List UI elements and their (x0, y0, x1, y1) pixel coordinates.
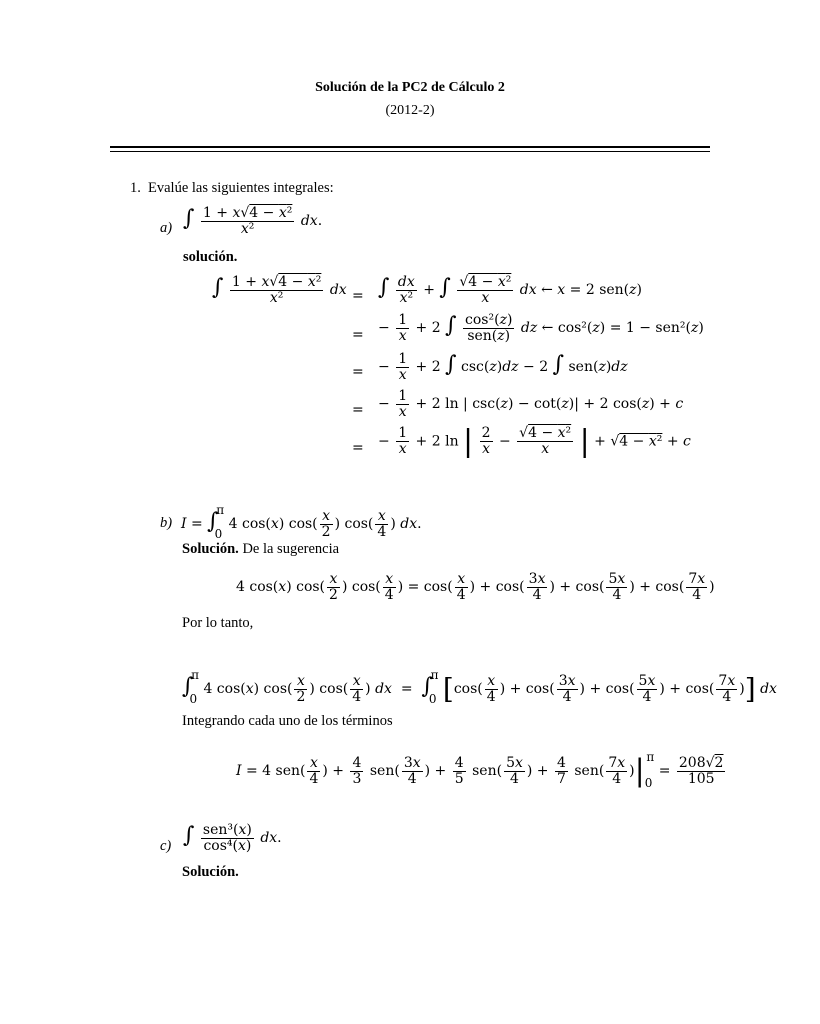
equals-sign: = (352, 288, 364, 304)
part-b-label: b) (160, 515, 173, 531)
part-b-solution-text: De la sugerencia (242, 541, 340, 557)
part-a-line-1: ∫ $\frac{\text{1 + x√4 − x²}}{\text{x²}}$ dx (212, 274, 347, 306)
part-c-label: c) (160, 838, 172, 854)
part-a-line-5: − $\frac{1}{x}$ + 2 ln | $\frac{2}{x}$ − $\frac{\text{√4 − x²}}{x}$ | + √4 − x² + c (378, 424, 691, 459)
question-number: 1. (130, 180, 141, 196)
equals-sign: = (352, 402, 364, 418)
part-a-line-4: − $\frac{1}{x}$ + 2 ln | csc(z) − cot(z)| + 2 cos(z) + c (378, 388, 684, 420)
question-prompt: Evalúe las siguientes integrales: (148, 180, 334, 196)
document-title: Solución de la PC2 de Cálculo 2 (315, 80, 505, 95)
part-a-line-2: − $\frac{1}{x}$ + 2 ∫ $\frac{\text{cos²(z)}}{\text{sen(z)}}$ dz ← cos²(z) = 1 − sen²(z) (378, 312, 704, 344)
part-b-statement: I = ∫0π 4 cos(x) cos( $\frac{x}{2}$ ) cos( $\frac{x}{4}$ ) dx. (181, 503, 422, 541)
part-a-line-1-rhs: ∫ $\frac{dx}{\text{x²}}$ + ∫ $\frac{\text{√4 − x²}}{x}$ dx ← x = 2 sen(z) (378, 274, 642, 306)
part-a-integral: ∫ $\frac{\text{1 + x√4 − x²}}{\text{x²}}$ dx. (183, 205, 323, 237)
document-year: (2012-2) (385, 103, 435, 118)
part-c-solution-label: Solución. (182, 864, 239, 880)
part-b-solution (182, 541, 339, 558)
part-b-integral-equation: ∫0π 4 cos(x) cos( $\frac{x}{2}$ ) cos( $\frac{x}{4}$ ) dx = ∫0π [cos( $\frac{x}{4}$ ) + cos( $\frac{3x}{4}$ ) + cos( $\frac{5x}{4}$ ) + cos( $\frac{7x}{4}$ )] dx (182, 668, 777, 706)
part-b-identity: 4 cos(x) cos( $\frac{x}{2}$ ) cos( $\frac{x}{4}$ ) = cos( $\frac{x}{4}$ ) + cos( $\frac{3x}{4}$ ) + cos( $\frac{5x}{4}$ ) + cos( $\frac{7x}{4}$ ) (236, 571, 715, 603)
integrando-text: Integrando cada uno de los términos (182, 713, 393, 729)
part-a-label: a) (160, 220, 173, 236)
part-c-statement: ∫ $\frac{\text{sen³(x)}}{\text{cos⁴(x)}}$ dx. (183, 822, 282, 854)
por-lo-tanto: Por lo tanto, (182, 615, 254, 631)
part-a-solution-label: solución. (183, 249, 238, 265)
part-b-solution-label: Solución. (182, 541, 239, 557)
header-rule-thick (110, 146, 710, 148)
part-b-result: I = 4 sen( $\frac{x}{4}$ ) + $\frac{4}{3}$ sen( $\frac{3x}{4}$ ) + $\frac{4}{5}$ sen( $\frac{5x}{4}$ ) + $\frac{4}{7}$ sen( $\frac{7x}{4}$ )|0π = $\frac{208√2}{105}$ (236, 750, 724, 790)
header-rule-thin (110, 151, 710, 152)
part-a-line-3: − $\frac{1}{x}$ + 2 ∫ csc(z)dz − 2 ∫ sen(z)dz (378, 351, 628, 383)
equals-sign: = (352, 440, 364, 456)
equals-sign: = (352, 364, 364, 380)
equals-sign: = (352, 327, 364, 343)
